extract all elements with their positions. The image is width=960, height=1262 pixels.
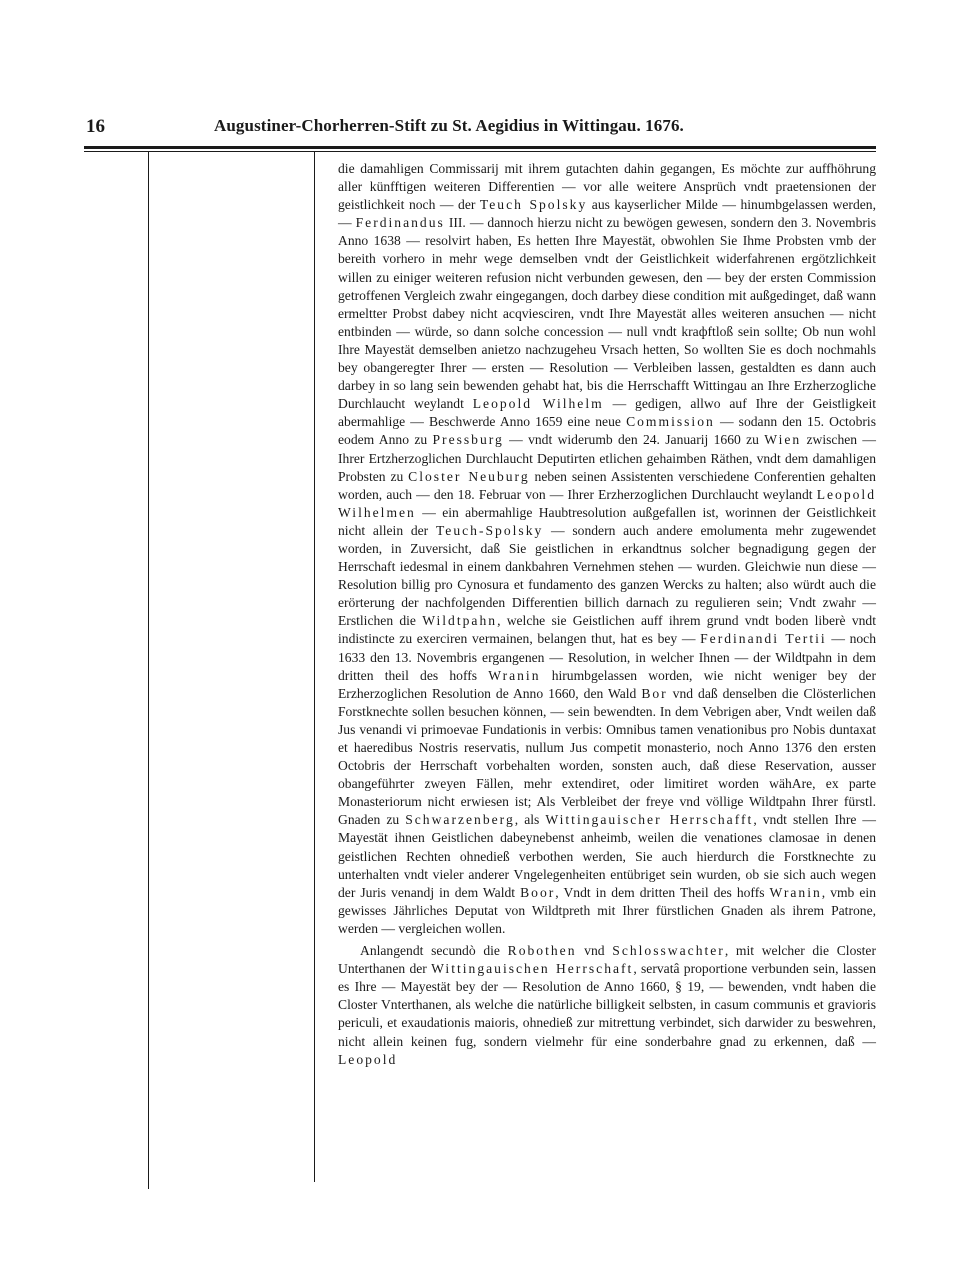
text-run: III. — dannoch hierzu nicht zu bewögen gewesen, sondern den 3. Novembris Anno 1638 — resolvirt haben, Es hetten Ihre Mayestät, obwohlen Sie Ihme Probsten vmb der bereith vorhero in mehr wege demselben vndt der Geistlichkeit widerfahrenen ergötzlichkeit willen zu einiger weiteren refusion nicht verbunden gewesen, den — bey der ersten Commission getroffenen Vergleich zwahr eingegangen, doch darbey diese condition mit außgedinget, daß wann ermeltter Probst dabey nicht acqviesciren, vndt Ihre Mayestät alles weiteren ansuchen — nicht entbinden — würde, so dann solche concession — null vndt kraфftloß sein sollte; Ob nun wohl Ihre Mayestät demselben anietzo nachzugeheu Vrsach hetten, So wollten Sie es doch nochmahls bey obangeregter Ihrer — ersten — Resolution — Verbleiben lassen, gestaldten es dann auch darbey in so lang sein bewenden gehabt hat, bis die Herrschafft Wittingau an Ihre Erzherzogliche Durchlaucht weylandt bbox=[338, 215, 877, 412]
spaced-name: Wranin bbox=[769, 884, 822, 900]
text-run: hirumbgelassen worden, wie nicht weniger bey der Erzherzoglichen Resolution de Anno 1660, den Wald bbox=[338, 667, 876, 701]
text-run: , mit welcher die Closter Unterthanen der bbox=[338, 943, 876, 977]
text-run: vnd daß denselben die Clösterlichen Forstknechte sollen besuchen können, — sein bewendten. In dem Vebrigen aber, Vndt weilen daß Jus venandi vi primoevae Fundationis in verbis: Omnibus tamen venationibus pro Nobis duntaxat et haeredibus Nostris reservatis, nullum Jus competit monasterio, noch Anno 1376 den ersten Octobris der Herrschaft vorbehalten worden, sonsten auch, daß diese Reservation, ausser obangeführter zweyen Fällen, mehr extendiret, oder limitiret worden wähAre, ex parte Monasteriorum nicht erwiesen ist; Als Verbleibet der freye vnd völlige Wildtpahn Ihrer fürstl. Gnaden zu bbox=[338, 685, 876, 828]
header-rule-thin bbox=[84, 151, 876, 152]
text-run: , servatâ proportione verbunden sein, lassen es Ihre — Mayestät bey der — Resolution de Anno 1660, § 19, — bewenden, vndt haben die Closter Vnterthanen, als welche die natürliche billigkeit selbsten, in casum communis et gravioris periculi, et exaudationis maioris, ohnedieß zur mitrettung verbindet, sich darwider zu beswehren, nicht allein keinen fug, sondern vielmehr für eine sonderbahre gnad zu erkennen, daß — bbox=[338, 961, 876, 1049]
page-header bbox=[86, 116, 876, 140]
spaced-name: Leopold Wilhelmen bbox=[338, 486, 876, 520]
text-run: , vmb ein gewisses Jährliches Deputat von Wildtpreth mit Ihrer fürstlichen Gnaden als ihrem Patrone, werden — vergleichen wollen. bbox=[338, 884, 876, 936]
text-run: Anlangendt secundò die bbox=[360, 943, 508, 959]
running-title: Augustiner-Chorherren-Stift zu St. Aegidius in Wittingau. 1676. bbox=[214, 116, 684, 135]
text-run: — ein abermahlige Haubtresolution außgefallen ist, worinnen der Geistlichkeit nicht allein der bbox=[338, 504, 876, 538]
text-run: , als bbox=[514, 812, 546, 828]
text-run: zwischen — Ihrer Ertzherzoglichen Durchlaucht Deputirten etlichen gehaimben Räthen, vndt dem damahligen Probsten zu bbox=[338, 432, 876, 484]
spaced-name: Commission bbox=[626, 414, 715, 430]
spaced-name: Wien bbox=[764, 432, 802, 448]
margin-line-left bbox=[148, 152, 149, 1189]
text-run: — gedigen, allwo auf Ihre der Geistligkeit abermahlige — Beschwerde Anno 1659 eine neue bbox=[338, 396, 877, 430]
text-run: aus kayserlicher Milde — hinumbgelassen werden, — bbox=[338, 197, 876, 231]
text-run: — vndt widerumb den 24. Januarij 1660 zu bbox=[503, 432, 765, 448]
spaced-name: Schwarzenberg bbox=[405, 812, 515, 828]
spaced-name: Bor bbox=[641, 685, 668, 701]
spaced-name: Ferdinandus bbox=[355, 215, 445, 231]
text-run: vnd bbox=[576, 943, 613, 959]
text-run: — noch 1633 den 13. Novembris ergangenen — Resolution, in welcher Ihnen — der Wildtpahn in dem dritten theil des hoffs bbox=[338, 631, 876, 683]
text-run: , vndt stellen Ihre — Mayestät ihnen Geistlichen dabeynebenst anheimb, weilen die venationes clamosae in denen geistlichen Rechten ohnedieß verbothen werden, Sie auch hierdurch die Forstknechte zu unterhalten vndt vieler anderer Vngelegenheiten entübriget sein wurden, ob sie sich auch wegen der Juris venandj in dem Waldt bbox=[338, 812, 877, 900]
text-run: die damahligen Commissarij mit ihrem gutachten dahin gegangen, Es möchte zur auffhöhrung aller künfftigen weiteren Differentien — vor alle weitere Ansprüch vndt praetensionen der geistlichkeit noch — der bbox=[338, 161, 876, 213]
spaced-name: Teuch-Spolsky bbox=[435, 522, 544, 538]
text-run: — sodann den 15. Octobris eodem Anno zu bbox=[338, 414, 876, 448]
spaced-name: Wittingauischen Herrschaft bbox=[431, 961, 634, 977]
text-run: — sondern auch andere emolumenta mehr zugewendet worden, in Zuversicht, daß Sie geistlichen in erkandtnus solcher begnadigung gegen der Herrschaft iedesmal in einem dankbahren Vernehmen stehen — wurden. Gleichwie nun diese — Resolution billig pro Cynosura et fundamento des ganzen Wercks zu halten; also würdt auch die erörterung der nachfolgenden Differentien billich darnach zu regulieren sein; Vndt zwahr — Erstlichen die bbox=[338, 522, 876, 629]
paragraph bbox=[338, 160, 876, 938]
spaced-name: Leopold Wilhelm bbox=[472, 396, 604, 412]
text-run: neben seinen Assistenten verschiedene Conferentien gehalten worden, auch — den 18. Februar von — Ihrer Erzherzoglichen Durchlaucht weylandt bbox=[338, 468, 876, 502]
spaced-name: Teuch Spolsky bbox=[479, 197, 588, 213]
text-run: , welche sie Geistlichen auff ihrem grund vndt boden liberè vndt indistincte zu exerciren vermainen, belangen thut, hat es bey — bbox=[338, 613, 876, 647]
text-run: , Vndt in dem dritten Theil des hoffs bbox=[555, 884, 770, 900]
spaced-name: Boor bbox=[520, 884, 556, 900]
spaced-name: Wranin bbox=[488, 667, 541, 683]
body-text bbox=[338, 160, 876, 1069]
spaced-name: Robothen bbox=[507, 943, 577, 959]
header-rule-thick bbox=[84, 146, 876, 149]
spaced-name: Wildtpahn bbox=[422, 613, 498, 629]
spaced-name: Pressburg bbox=[432, 432, 504, 448]
spaced-name: Ferdinandi Tertii bbox=[700, 631, 827, 647]
spaced-name: Leopold bbox=[338, 1051, 398, 1067]
margin-line-right bbox=[314, 152, 315, 1182]
spaced-name: Schlosswachter bbox=[612, 943, 725, 959]
paragraph bbox=[338, 942, 876, 1069]
page-number: 16 bbox=[86, 116, 105, 137]
spaced-name: Closter Neuburg bbox=[408, 468, 530, 484]
spaced-name: Wittingauischer Herrschafft bbox=[545, 812, 754, 828]
